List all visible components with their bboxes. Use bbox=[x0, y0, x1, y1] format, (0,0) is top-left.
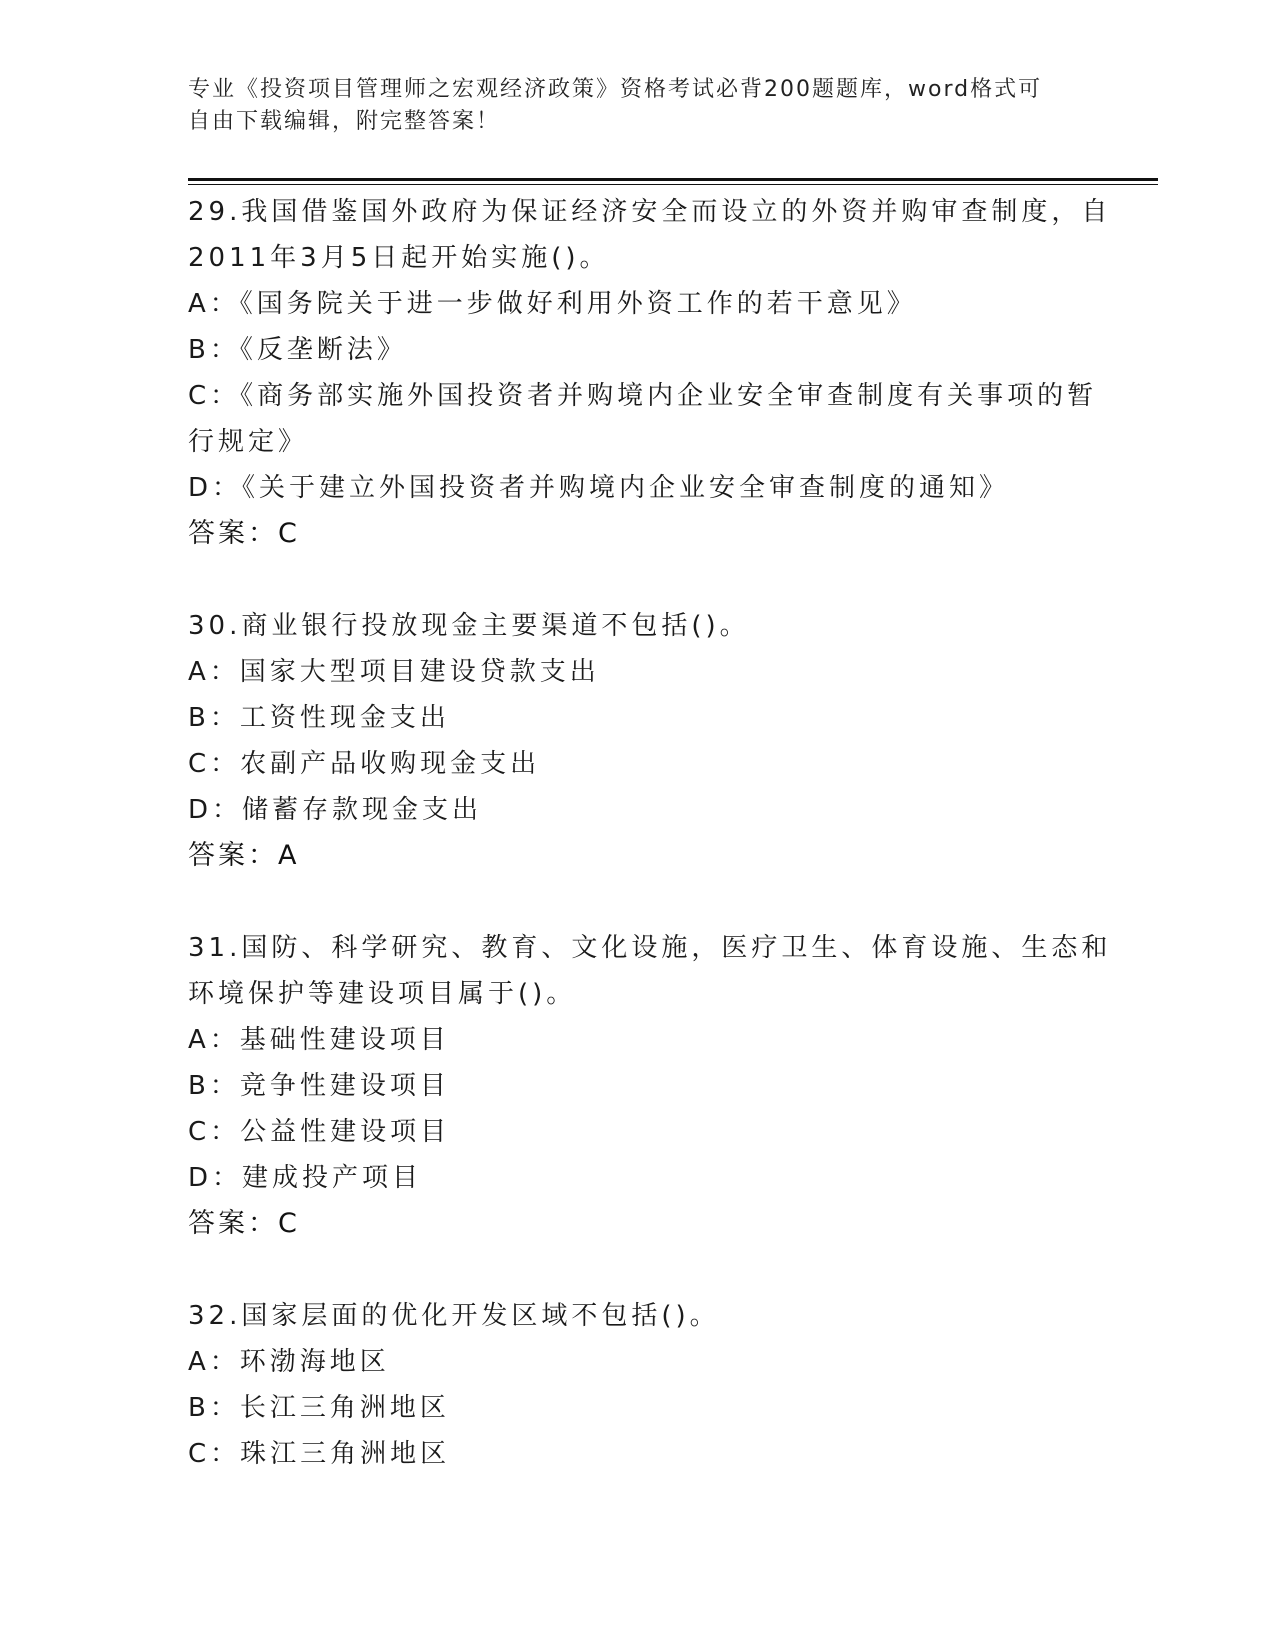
answer-line: 答案：C bbox=[188, 518, 300, 549]
question-stem-line: 31.国防、科学研究、教育、文化设施，医疗卫生、体育设施、生态和 bbox=[188, 933, 1112, 963]
option-b: B：《反垄断法》 bbox=[188, 335, 407, 365]
answer-line: 答案：C bbox=[188, 1208, 300, 1239]
option-a: A：环渤海地区 bbox=[188, 1347, 390, 1377]
question-block bbox=[188, 1293, 1088, 1477]
header-line-1: 专业《投资项目管理师之宏观经济政策》资格考试必背200题题库，word格式可 bbox=[188, 77, 1043, 102]
question-block bbox=[188, 925, 1112, 1247]
option-c: C：珠江三角洲地区 bbox=[188, 1439, 451, 1469]
option-b: B：工资性现金支出 bbox=[188, 703, 450, 733]
option-c: C：农副产品收购现金支出 bbox=[188, 749, 541, 779]
option-a: A：《国务院关于进一步做好利用外资工作的若干意见》 bbox=[188, 289, 917, 319]
option-d: D：储蓄存款现金支出 bbox=[188, 795, 483, 825]
spacer bbox=[188, 1247, 1088, 1293]
option-c: C：《商务部实施外国投资者并购境内企业安全审查制度有关事项的暂 bbox=[188, 381, 1098, 411]
question-block bbox=[188, 189, 1112, 557]
question-stem-line: 2011年3月5日起开始实施()。 bbox=[188, 243, 610, 273]
option-a: A：国家大型项目建设贷款支出 bbox=[188, 657, 600, 687]
document-header bbox=[188, 74, 1088, 138]
option-b: B：长江三角洲地区 bbox=[188, 1393, 450, 1423]
option-d: D：《关于建立外国投资者并购境内企业安全审查制度的通知》 bbox=[188, 473, 1010, 503]
option-a: A：基础性建设项目 bbox=[188, 1025, 450, 1055]
answer-line: 答案：A bbox=[188, 840, 300, 871]
question-stem-line: 30.商业银行投放现金主要渠道不包括()。 bbox=[188, 611, 750, 641]
option-b: B：竞争性建设项目 bbox=[188, 1071, 450, 1101]
question-stem-line: 环境保护等建设项目属于()。 bbox=[188, 979, 577, 1009]
question-stem-line: 29.我国借鉴国外政府为保证经济安全而设立的外资并购审查制度，自 bbox=[188, 197, 1112, 227]
header-divider-thick bbox=[188, 178, 1158, 181]
spacer bbox=[188, 879, 1088, 925]
question-list bbox=[188, 189, 1112, 1477]
spacer bbox=[188, 557, 1088, 603]
question-stem-line: 32.国家层面的优化开发区域不包括()。 bbox=[188, 1301, 720, 1331]
header-line-2: 自由下载编辑，附完整答案！ bbox=[188, 109, 501, 134]
option-d: D：建成投产项目 bbox=[188, 1163, 423, 1193]
option-c-continued: 行规定》 bbox=[188, 427, 309, 457]
header-divider-thin bbox=[188, 184, 1158, 185]
question-block bbox=[188, 603, 1088, 879]
option-c: C：公益性建设项目 bbox=[188, 1117, 451, 1147]
